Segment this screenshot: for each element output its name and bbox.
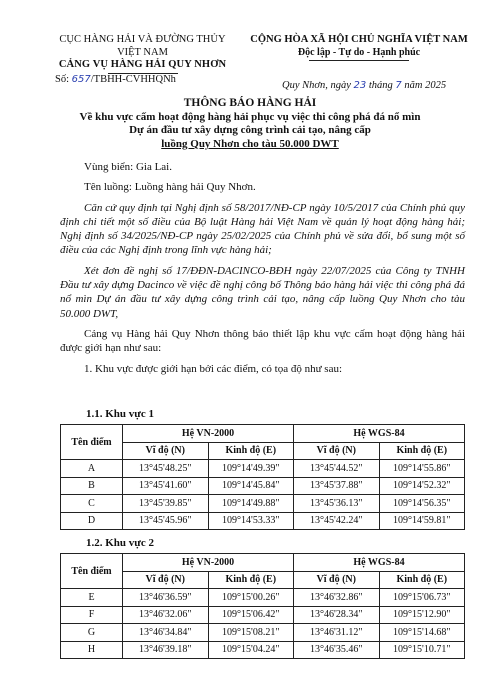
- coordinate-cell: 109°15'12.90": [379, 606, 465, 624]
- table-row: [61, 589, 465, 607]
- coordinate-cell: 109°14'49.88": [208, 495, 294, 513]
- zone1-heading: 1.1. Khu vực 1: [86, 408, 155, 420]
- doc-number-prefix: Số:: [55, 74, 70, 85]
- zone2-coordinates-table: [60, 553, 465, 659]
- table-row: [61, 477, 465, 495]
- coordinate-cell: 109°14'49.39": [208, 460, 294, 478]
- legal-basis-1: Căn cứ quy định tại Nghị định số 58/2017/NĐ-CP ngày 10/5/2017 của Chính phủ quy định chi tiết một số điều của Bộ luật Hàng hải Việt Nam về quản lý hoạt động hàng hải; Nghị định số 34/2025/NĐ-CP ngày 25/02/2025 của Chính phủ về sửa đổi, bổ sung một số điều của các Nghị định trong lĩnh vực hàng hải;: [60, 201, 465, 257]
- table-row: [61, 460, 465, 478]
- header-lat: Vĩ độ (N): [294, 571, 380, 589]
- national-title-block: [250, 34, 468, 61]
- legal-basis-2: Xét đơn đề nghị số 17/ĐĐN-DACINCO-BĐH ngày 22/07/2025 của Công ty TNHH Đầu tư xây dựng Dacinco về việc đề nghị công bố Thông báo hàng hải việc thi công phá đá nổ mìn Dự án đầu tư xây dựng công trình cải tạo, nâng cấp luồng Quy Nhơn cho tàu 50.000 DWT,: [60, 264, 465, 320]
- coordinate-cell: 13°45'41.60": [123, 477, 209, 495]
- coordinate-cell: 13°45'39.85": [123, 495, 209, 513]
- ministry-name: CỤC HÀNG HẢI VÀ ĐƯỜNG THỦY: [59, 34, 226, 45]
- coordinate-cell: 13°46'39.18": [123, 641, 209, 659]
- table-row: [61, 624, 465, 642]
- document-title: [40, 97, 460, 151]
- national-motto: Độc lập - Tự do - Hạnh phúc: [297, 46, 421, 58]
- nation-name: CỘNG HÒA XÃ HỘI CHỦ NGHĨA VIỆT NAM: [250, 34, 468, 45]
- point-name-cell: F: [61, 606, 123, 624]
- coordinate-cell: 109°15'04.24": [208, 641, 294, 659]
- zone1-coordinates-table: [60, 424, 465, 530]
- header-lon: Kinh độ (E): [208, 442, 294, 460]
- table-row: [61, 512, 465, 530]
- date-year: năm 2025: [404, 80, 447, 91]
- coordinate-cell: 13°46'32.06": [123, 606, 209, 624]
- sea-area: Vùng biển: Gia Lai.: [84, 161, 172, 173]
- coordinate-cell: 13°45'45.96": [123, 512, 209, 530]
- header-lat: Vĩ độ (N): [123, 442, 209, 460]
- agency-name: CẢNG VỤ HÀNG HẢI QUY NHƠN: [58, 59, 227, 70]
- point-name-cell: A: [61, 460, 123, 478]
- coordinate-cell: 109°14'59.81": [379, 512, 465, 530]
- item-1: 1. Khu vực được giới hạn bởi các điểm, có tọa độ như sau:: [84, 362, 343, 375]
- coordinate-cell: 13°46'32.86": [294, 589, 380, 607]
- coordinate-cell: 13°45'44.52": [294, 460, 380, 478]
- coordinate-cell: 13°46'36.59": [123, 589, 209, 607]
- zone2-heading: 1.2. Khu vực 2: [86, 537, 155, 549]
- coordinate-cell: 13°45'48.25": [123, 460, 209, 478]
- doc-number-suffix: /TBHH-CVHHQNh: [90, 74, 176, 85]
- coordinate-cell: 109°15'06.73": [379, 589, 465, 607]
- table-row: [61, 641, 465, 659]
- coordinate-cell: 109°14'45.84": [208, 477, 294, 495]
- table-row: [61, 495, 465, 513]
- place-and-date: [282, 80, 446, 91]
- coordinate-cell: 109°15'14.68": [379, 624, 465, 642]
- coordinate-cell: 13°46'31.12": [294, 624, 380, 642]
- coordinate-cell: 109°14'52.32": [379, 477, 465, 495]
- coordinate-cell: 109°15'10.71": [379, 641, 465, 659]
- coordinate-cell: 109°15'00.26": [208, 589, 294, 607]
- title-line4: luồng Quy Nhơn cho tàu 50.000 DWT: [161, 137, 339, 150]
- title-line3: Dự án đầu tư xây dựng công trình cải tạo, nâng cấp: [129, 124, 371, 137]
- coordinate-cell: 109°15'08.21": [208, 624, 294, 642]
- table-row: [61, 606, 465, 624]
- point-name-cell: G: [61, 624, 123, 642]
- channel-name: Tên luồng: Luồng hàng hải Quy Nhơn.: [84, 181, 256, 194]
- header-vn2000: Hệ VN-2000: [123, 425, 294, 443]
- coordinate-cell: 13°46'35.46": [294, 641, 380, 659]
- title-line1: THÔNG BÁO HÀNG HẢI: [183, 97, 317, 109]
- coordinate-cell: 13°45'36.13": [294, 495, 380, 513]
- point-name-cell: B: [61, 477, 123, 495]
- date-day: 23: [353, 80, 367, 91]
- point-name-cell: E: [61, 589, 123, 607]
- header-lat: Vĩ độ (N): [123, 571, 209, 589]
- title-line2: Về khu vực cấm hoạt động hàng hải phục vụ việc thi công phá đá nổ mìn: [79, 110, 421, 123]
- coordinate-cell: 109°15'06.42": [208, 606, 294, 624]
- header-lon: Kinh độ (E): [379, 571, 465, 589]
- month-label: tháng: [368, 80, 393, 91]
- date-month: 7: [395, 80, 402, 91]
- header-wgs84: Hệ WGS-84: [294, 425, 465, 443]
- header-lon: Kinh độ (E): [379, 442, 465, 460]
- header-point: Tên điểm: [61, 425, 123, 460]
- point-name-cell: D: [61, 512, 123, 530]
- doc-number-handwritten: 657: [71, 74, 91, 85]
- coordinate-cell: 13°46'34.84": [123, 624, 209, 642]
- document-number: [55, 74, 176, 85]
- coordinate-cell: 109°14'53.33": [208, 512, 294, 530]
- document-body: [60, 160, 465, 382]
- ministry-name-line2: VIỆT NAM: [117, 46, 168, 58]
- coordinate-cell: 13°46'28.34": [294, 606, 380, 624]
- coordinate-cell: 13°45'37.88": [294, 477, 380, 495]
- point-name-cell: H: [61, 641, 123, 659]
- header-lon: Kinh độ (E): [208, 571, 294, 589]
- coordinate-cell: 13°45'42.24": [294, 512, 380, 530]
- issuing-agency-block: [50, 34, 235, 74]
- announcement: Cảng vụ Hàng hải Quy Nhơn thông báo thiết lập khu vực cấm hoạt động hàng hải được giới hạn như sau:: [60, 327, 465, 355]
- point-name-cell: C: [61, 495, 123, 513]
- coordinate-cell: 109°14'56.35": [379, 495, 465, 513]
- motto-underline: [309, 60, 409, 61]
- header-lat: Vĩ độ (N): [294, 442, 380, 460]
- header-vn2000: Hệ VN-2000: [123, 554, 294, 572]
- place-prefix: Quy Nhơn, ngày: [282, 80, 351, 91]
- header-point: Tên điểm: [61, 554, 123, 589]
- header-wgs84: Hệ WGS-84: [294, 554, 465, 572]
- coordinate-cell: 109°14'55.86": [379, 460, 465, 478]
